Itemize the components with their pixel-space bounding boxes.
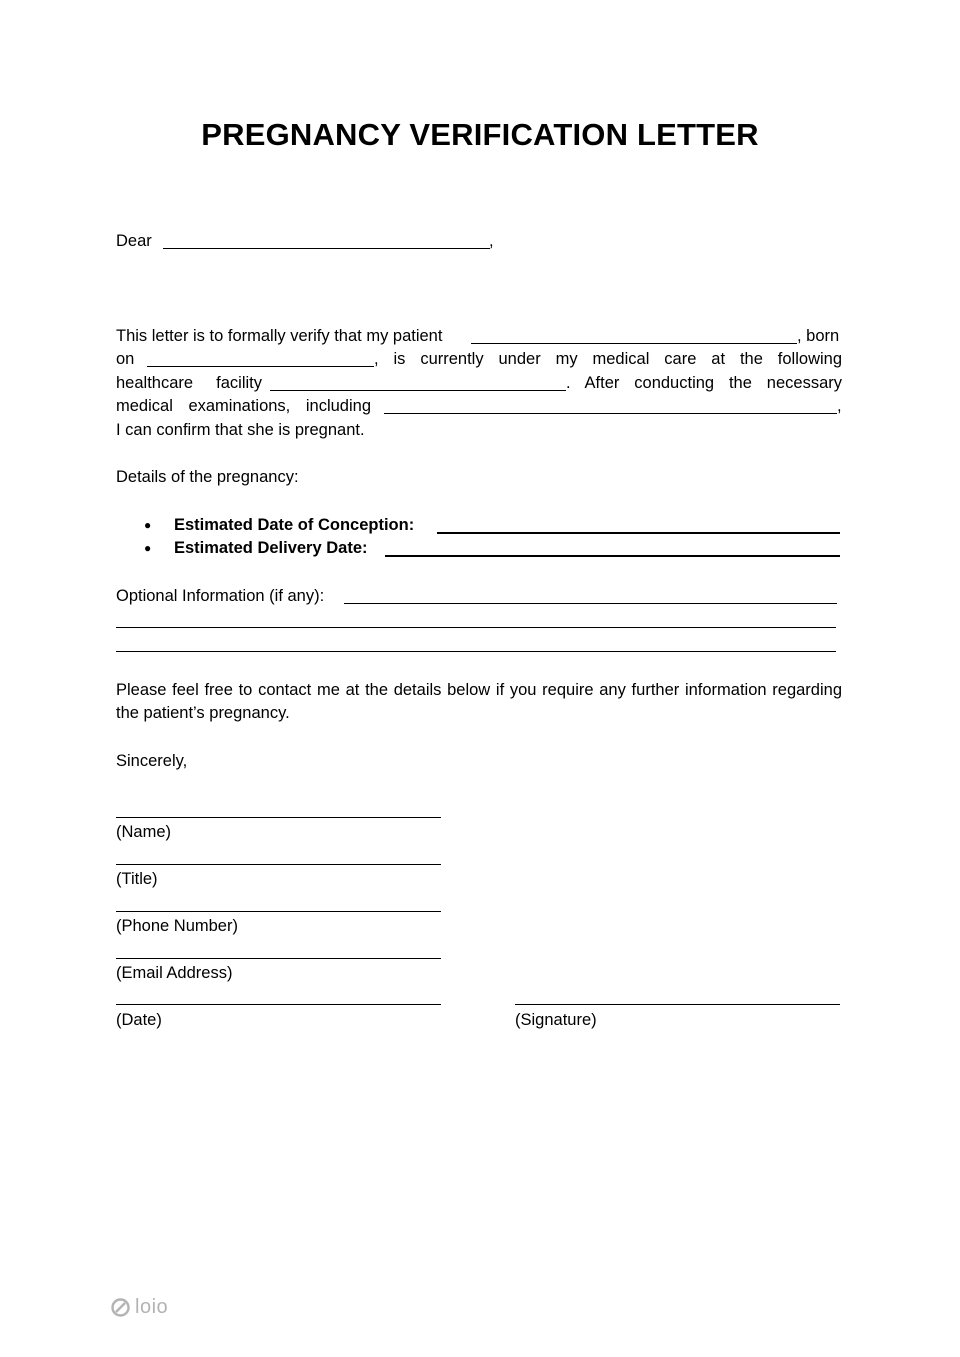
delivery-date-blank[interactable]	[385, 555, 840, 557]
patient-name-blank[interactable]	[471, 343, 797, 344]
name-label: (Name)	[116, 823, 172, 841]
salutation-comma: ,	[489, 232, 494, 250]
signature-blank[interactable]	[515, 1004, 840, 1005]
phone-blank[interactable]	[116, 911, 441, 912]
brand-logo	[110, 1296, 168, 1319]
name-blank[interactable]	[116, 817, 441, 818]
date-blank[interactable]	[116, 1004, 441, 1005]
signature-label: (Signature)	[515, 1011, 597, 1029]
delivery-label: Estimated Delivery Date:	[174, 539, 368, 557]
phone-label: (Phone Number)	[116, 917, 238, 935]
document-title: PREGNANCY VERIFICATION LETTER	[201, 117, 759, 152]
email-blank[interactable]	[116, 958, 441, 959]
optional-blank-2[interactable]	[116, 627, 836, 628]
email-label: (Email Address)	[116, 964, 233, 982]
para1-confirm: I can confirm that she is pregnant.	[116, 421, 365, 439]
recipient-blank[interactable]	[163, 248, 490, 249]
para1-comma: ,	[837, 397, 842, 415]
facility-blank[interactable]	[270, 390, 566, 391]
optional-label: Optional Information (if any):	[116, 587, 325, 605]
bullet-icon: ●	[144, 518, 152, 532]
salutation-dear: Dear	[116, 232, 152, 250]
optional-blank-3[interactable]	[116, 651, 836, 652]
brand-name: loio	[135, 1296, 169, 1318]
title-label: (Title)	[116, 870, 158, 888]
date-label: (Date)	[116, 1011, 162, 1029]
optional-blank-1[interactable]	[344, 603, 837, 604]
para1-text-1: This letter is to formally verify that my patient	[116, 327, 443, 345]
contact-paragraph: Please feel free to contact me at the details below if you require any further information regarding the patient’s pregnancy.	[116, 681, 842, 723]
bullet-icon: ●	[144, 541, 152, 555]
conception-date-blank[interactable]	[437, 532, 840, 534]
examinations-blank[interactable]	[384, 413, 837, 414]
title-blank[interactable]	[116, 864, 441, 865]
details-heading: Details of the pregnancy:	[116, 468, 299, 486]
closing: Sincerely,	[116, 752, 188, 770]
birth-date-blank[interactable]	[147, 366, 374, 367]
loio-logo-icon	[110, 1297, 131, 1318]
conception-label: Estimated Date of Conception:	[174, 516, 415, 534]
